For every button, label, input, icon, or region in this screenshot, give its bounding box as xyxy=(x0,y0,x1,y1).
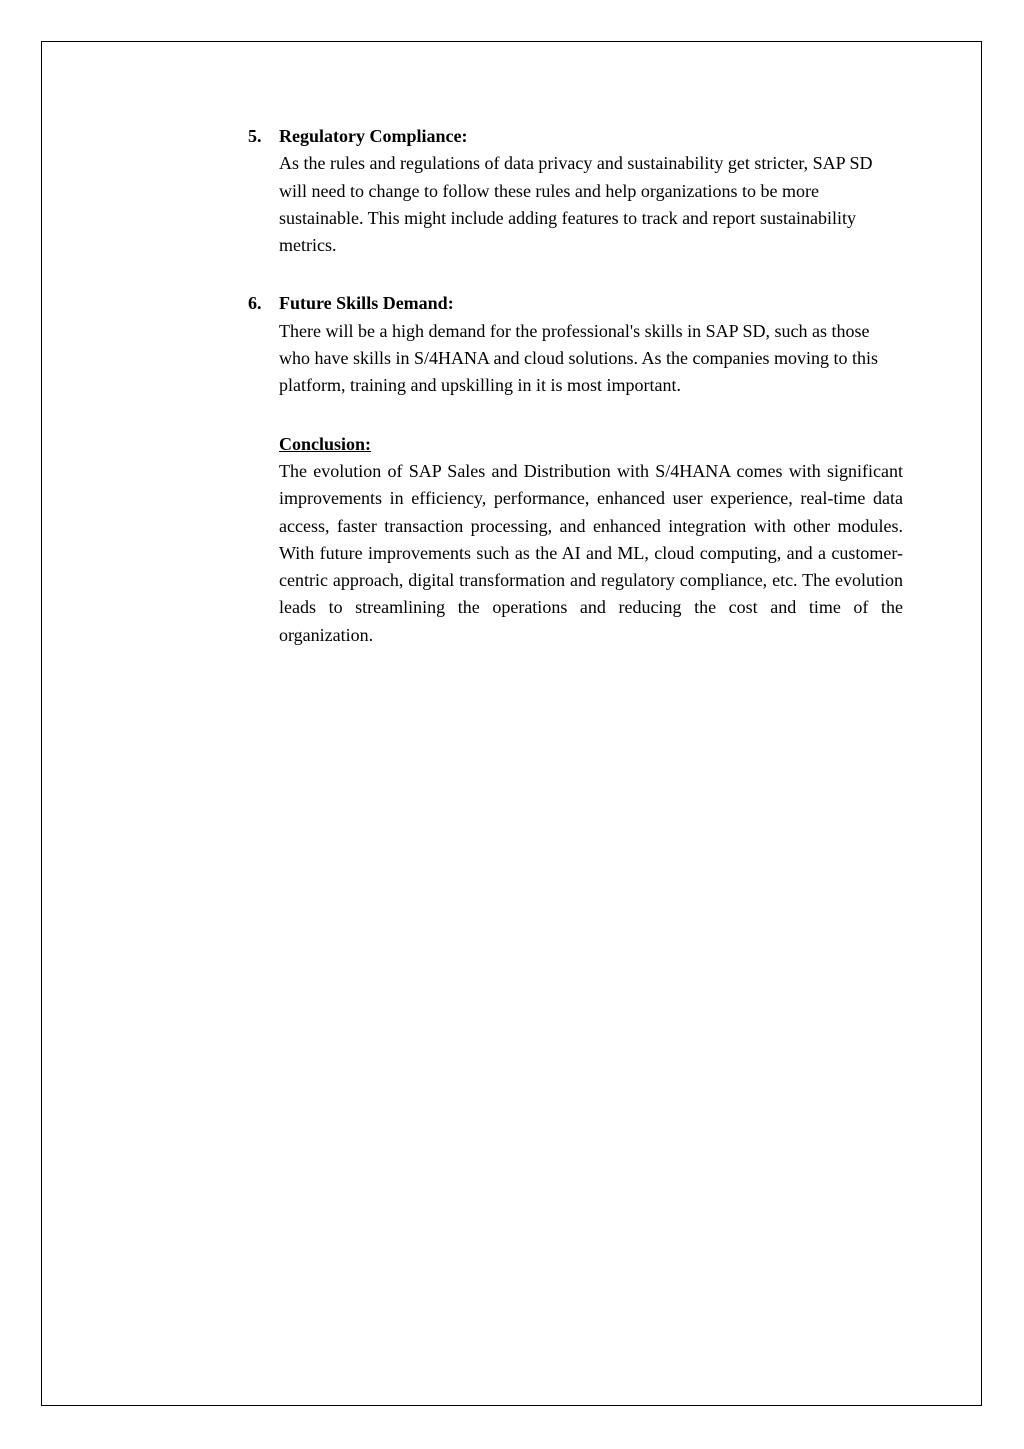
section-heading: Regulatory Compliance: xyxy=(279,126,468,146)
section-number: 5. xyxy=(248,126,262,146)
section-paragraph: There will be a high demand for the professional's skills in SAP SD, such as those who have skills in S/4HANA and cloud solutions. As the companies moving to this platform, training and upskilling in it is most important. xyxy=(279,320,878,396)
section-conclusion xyxy=(248,431,903,649)
section-heading: Future Skills Demand: xyxy=(279,293,454,314)
conclusion-paragraph: The evolution of SAP Sales and Distribution with S/4HANA comes with significant improvements in efficiency, performance, enhanced user experience, real-time data access, faster transaction processing, and enhanced integration with other modules. With future improvements such as the AI and ML, cloud computing, and a customer-centric approach, digital transformation and regulatory compliance, etc. The evolution leads to streamlining the operations and reducing the cost and time of the organization. xyxy=(279,460,903,645)
document-body xyxy=(248,123,903,649)
section-regulatory-compliance xyxy=(248,123,903,259)
section-number: 6. xyxy=(248,293,262,314)
section-paragraph: As the rules and regulations of data privacy and sustainability get stricter, SAP SD will need to change to follow these rules and help organizations to be more sustainable. This might include adding features to track and report sustainability metrics. xyxy=(279,153,873,256)
conclusion-heading: Conclusion: xyxy=(279,433,372,454)
section-future-skills-demand xyxy=(248,290,903,399)
